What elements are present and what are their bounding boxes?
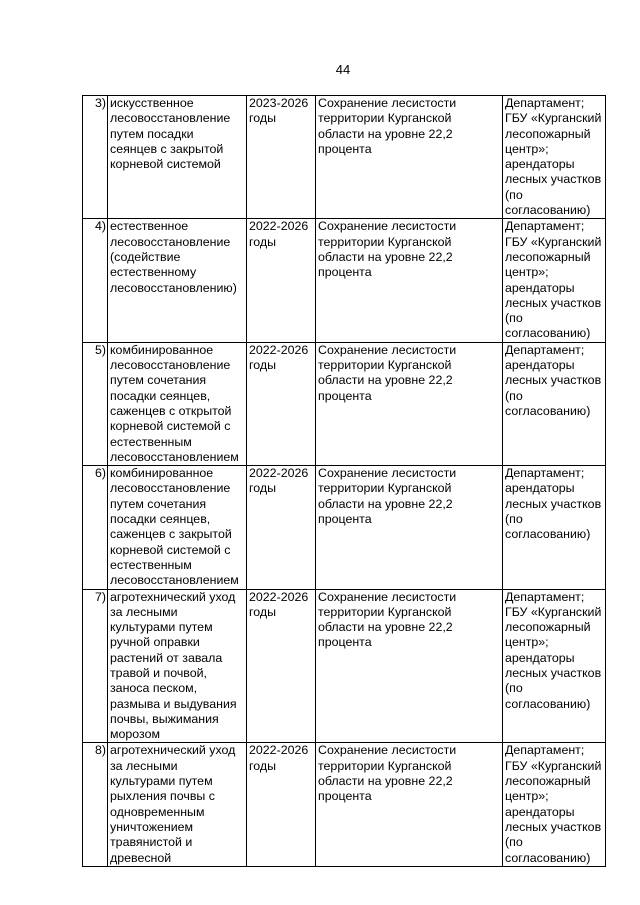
row-number: 3) bbox=[83, 96, 108, 219]
goal-cell: Сохранение лесистости территории Курганской области на уровне 22,2 процента bbox=[316, 96, 503, 219]
period-cell: 2022-2026 годы bbox=[247, 466, 316, 589]
activity-cell: естественное лесовосстановление (содействие естественному лесовосстановлению) bbox=[108, 219, 247, 342]
goal-cell: Сохранение лесистости территории Курганской области на уровне 22,2 процента bbox=[316, 589, 503, 743]
table-row bbox=[83, 743, 606, 866]
table-row bbox=[83, 466, 606, 589]
goal-cell: Сохранение лесистости территории Курганской области на уровне 22,2 процента bbox=[316, 219, 503, 342]
period-cell: 2023-2026 годы bbox=[247, 96, 316, 219]
table-row bbox=[83, 342, 606, 465]
measures-table bbox=[82, 95, 606, 867]
goal-cell: Сохранение лесистости территории Курганской области на уровне 22,2 процента bbox=[316, 743, 503, 866]
executors-cell: Департамент; ГБУ «Курганский лесопожарный центр»; арендаторы лесных участков (по согласованию) bbox=[503, 589, 606, 743]
row-number: 8) bbox=[83, 743, 108, 866]
executors-cell: Департамент; ГБУ «Курганский лесопожарный центр»; арендаторы лесных участков (по согласованию) bbox=[503, 96, 606, 219]
table-row bbox=[83, 589, 606, 743]
activity-cell: комбинированное лесовосстановление путем сочетания посадки сеянцев, саженцев с закрытой корневой системой с естественным лесовосстановлением bbox=[108, 466, 247, 589]
executors-cell: Департамент; ГБУ «Курганский лесопожарный центр»; арендаторы лесных участков (по согласованию) bbox=[503, 743, 606, 866]
table-row bbox=[83, 219, 606, 342]
activity-cell: комбинированное лесовосстановление путем сочетания посадки сеянцев, саженцев с открытой корневой системой с естественным лесовосстановлением bbox=[108, 342, 247, 465]
activity-cell: агротехнический уход за лесными культурами путем ручной оправки растений от завала травой и почвой, заноса песком, размыва и выдувания почвы, выжимания морозом bbox=[108, 589, 247, 743]
table-row bbox=[83, 96, 606, 219]
executors-cell: Департамент; ГБУ «Курганский лесопожарный центр»; арендаторы лесных участков (по согласованию) bbox=[503, 219, 606, 342]
goal-cell: Сохранение лесистости территории Курганской области на уровне 22,2 процента bbox=[316, 342, 503, 465]
row-number: 5) bbox=[83, 342, 108, 465]
period-cell: 2022-2026 годы bbox=[247, 342, 316, 465]
period-cell: 2022-2026 годы bbox=[247, 743, 316, 866]
page-number: 44 bbox=[335, 62, 351, 77]
row-number: 6) bbox=[83, 466, 108, 589]
period-cell: 2022-2026 годы bbox=[247, 589, 316, 743]
row-number: 4) bbox=[83, 219, 108, 342]
goal-cell: Сохранение лесистости территории Курганской области на уровне 22,2 процента bbox=[316, 466, 503, 589]
period-cell: 2022-2026 годы bbox=[247, 219, 316, 342]
row-number: 7) bbox=[83, 589, 108, 743]
activity-cell: искусственное лесовосстановление путем посадки сеянцев с закрытой корневой системой bbox=[108, 96, 247, 219]
executors-cell: Департамент; арендаторы лесных участков (по согласованию) bbox=[503, 342, 606, 465]
activity-cell: агротехнический уход за лесными культурами путем рыхления почвы с одновременным уничтожением травянистой и древесной bbox=[108, 743, 247, 866]
executors-cell: Департамент; арендаторы лесных участков (по согласованию) bbox=[503, 466, 606, 589]
